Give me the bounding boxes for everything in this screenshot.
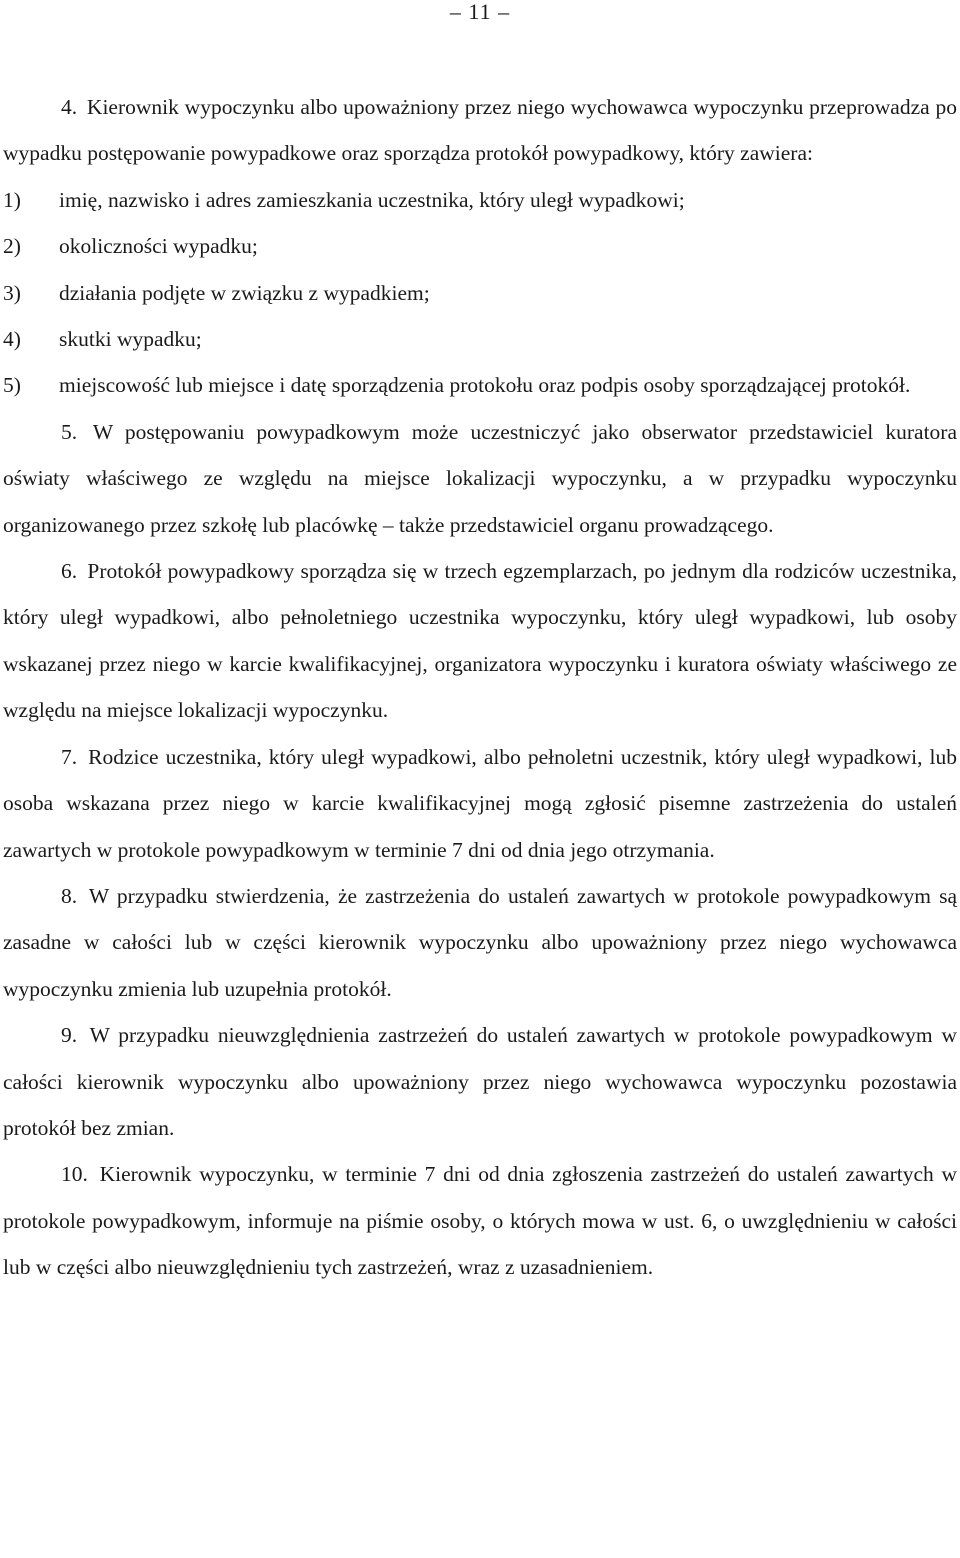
paragraph-4: [3, 84, 957, 177]
paragraph-text: Protokół powypadkowy sporządza się w trzech egzemplarzach, po jednym dla rodziców uczestnika, który uległ wypadkowi, albo pełnoletniego uczestnika wypoczynku, który uległ wypadkowi, lub osoby wskazanej przez niego w karcie kwalifikacyjnej, organizatora wypoczynku i kuratora oświaty właściwego ze względu na miejsce lokalizacji wypoczynku.: [3, 559, 958, 723]
paragraph-number: 10.: [61, 1162, 88, 1187]
page-number: – 11 –: [449, 0, 511, 24]
paragraph-text: W postępowaniu powypadkowym może uczestniczyć jako obserwator przedstawiciel kuratora oświaty właściwego ze względu na miejsce lokalizacji wypoczynku, a w przypadku wypoczynku organizowanego przez szkołę lub placówkę – także przedstawiciel organu prowadzącego.: [3, 419, 957, 537]
list-item: [3, 316, 957, 362]
list-item: [3, 362, 957, 408]
paragraph-10: [3, 1151, 957, 1290]
paragraph-8: [3, 873, 957, 1012]
paragraph-number: 5.: [61, 419, 78, 444]
list-item: [3, 177, 957, 223]
list-item-text: działania podjęte w związku z wypadkiem;: [59, 280, 430, 305]
list-marker: 4): [3, 327, 21, 352]
paragraph-number: 6.: [61, 559, 78, 584]
protocol-contents-list: [3, 177, 957, 409]
list-marker: 3): [3, 280, 21, 305]
paragraph-6: [3, 548, 957, 734]
paragraph-text: W przypadku stwierdzenia, że zastrzeżenia do ustaleń zawartych w protokole powypadkowym są zasadne w całości lub w części kierownik wypoczynku albo upoważniony przez niego wychowawca wypoczynku zmienia lub uzupełnia protokół.: [3, 883, 957, 1001]
list-item-text: imię, nazwisko i adres zamieszkania uczestnika, który uległ wypadkowi;: [59, 187, 685, 212]
paragraph-text: W przypadku nieuwzględnienia zastrzeżeń do ustaleń zawartych w protokole powypadkowym w całości kierownik wypoczynku albo upoważniony przez niego wychowawca wypoczynku pozostawia protokół bez zmian.: [3, 1023, 957, 1140]
list-marker: 2): [3, 234, 21, 259]
list-marker: 1): [3, 187, 21, 212]
list-marker: 5): [3, 373, 21, 398]
paragraph-text: Kierownik wypoczynku albo upoważniony przez niego wychowawca wypoczynku przeprowadza po wypadku postępowanie powypadkowe oraz sporządza protokół powypadkowy, który zawiera:: [3, 95, 957, 166]
list-item-text: okoliczności wypadku;: [59, 234, 258, 259]
document-body: [3, 84, 957, 1291]
paragraph-number: 9.: [61, 1023, 78, 1048]
paragraph-number: 7.: [61, 744, 78, 769]
list-item-text: skutki wypadku;: [59, 327, 202, 352]
list-item-text: miejscowość lub miejsce i datę sporządzenia protokołu oraz podpis osoby sporządzającej protokół.: [59, 373, 911, 398]
list-item: [3, 270, 957, 316]
paragraph-text: Rodzice uczestnika, który uległ wypadkowi, albo pełnoletni uczestnik, który uległ wypadkowi, lub osoba wskazana przez niego w karcie kwalifikacyjnej mogą zgłosić pisemne zastrzeżenia do ustaleń zawartych w protokole powypadkowym w terminie 7 dni od dnia jego otrzymania.: [3, 744, 957, 862]
list-item: [3, 223, 957, 269]
paragraph-7: [3, 734, 957, 873]
paragraph-9: [3, 1012, 957, 1151]
paragraph-text: Kierownik wypoczynku, w terminie 7 dni od dnia zgłoszenia zastrzeżeń do ustaleń zawartych w protokole powypadkowym, informuje na piśmie osoby, o których mowa w ust. 6, o uwzględnieniu w całości lub w części albo nieuwzględnieniu tych zastrzeżeń, wraz z uzasadnieniem.: [3, 1162, 958, 1280]
paragraph-5: [3, 409, 957, 548]
paragraph-number: 8.: [61, 883, 78, 908]
paragraph-number: 4.: [61, 95, 78, 119]
